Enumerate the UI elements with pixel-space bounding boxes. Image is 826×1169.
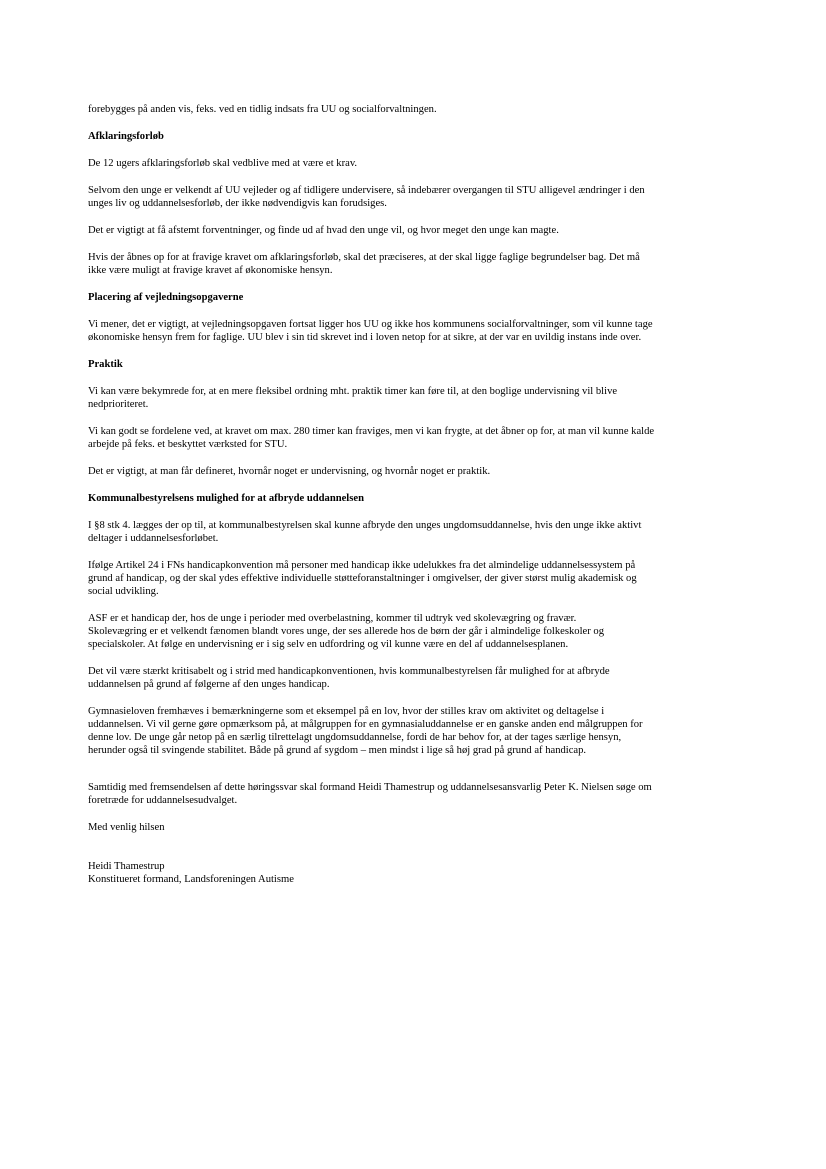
paragraph: De 12 ugers afklaringsforløb skal vedblive med at være et krav. bbox=[88, 158, 358, 169]
closing-paragraph: Samtidig med fremsendelsen af dette høringssvar skal formand Heidi Thamestrup og uddannelsesansvarlig Peter K. Nielsen søge om foretræde for uddannelsesudvalget. bbox=[88, 782, 652, 806]
section-heading-kommunalbestyrelsen: Kommunalbestyrelsens mulighed for at afbryde uddannelsen bbox=[88, 493, 364, 504]
paragraph: Det vil være stærkt kritisabelt og i strid med handicapkonventionen, hvis kommunalbestyrelsen får mulighed for at afbryde uddannelsen på grund af følgerne af den unges handicap. bbox=[88, 666, 610, 690]
paragraph: Det er vigtigt at få afstemt forventninger, og finde ud af hvad den unge vil, og hvor meget den unge kan magte. bbox=[88, 225, 559, 236]
signature-block bbox=[88, 860, 738, 886]
intro-tail-paragraph: forebygges på anden vis, feks. ved en tidlig indsats fra UU og socialforvaltningen. bbox=[88, 104, 437, 115]
paragraph: Selvom den unge er velkendt af UU vejleder og af tidligere undervisere, så indebærer overgangen til STU alligevel ændringer i den unges liv og uddannelsesforløb, der ikke nødvendigvis kan forudsiges. bbox=[88, 185, 645, 209]
paragraph: Vi kan være bekymrede for, at en mere fleksibel ordning mht. praktik timer kan føre til, at den boglige undervisning vil blive nedprioriteret. bbox=[88, 386, 618, 410]
paragraph: I §8 stk 4. lægges der op til, at kommunalbestyrelsen skal kunne afbryde den unges ungdomsuddannelse, hvis den unge ikke aktivt deltager i uddannelsesforløbet. bbox=[88, 520, 642, 544]
paragraph: Det er vigtigt, at man får defineret, hvornår noget er undervisning, og hvornår noget er praktik. bbox=[88, 466, 491, 477]
greeting: Med venlig hilsen bbox=[88, 822, 165, 833]
section-heading-praktik: Praktik bbox=[88, 359, 123, 370]
paragraph: Gymnasieloven fremhæves i bemærkningerne som et eksempel på en lov, hvor der stilles krav om aktivitet og deltagelse i uddannelsen. Vi vil gerne gøre opmærksom på, at målgruppen for en gymnasialuddannelse er en ganske anden end målgruppen for denne lov. De unge går netop på en særlig tilrettelagt ungdomsuddannelse, fordi de har behov for, at der tages særlige hensyn, herunder også til svingende stabilitet. Både på grund af sygdom – men mindst i lige så høj grad på grund af handicap. bbox=[88, 706, 643, 756]
signer-name: Heidi Thamestrup bbox=[88, 861, 165, 872]
spacer bbox=[88, 771, 738, 781]
section-heading-afklaringsforloeb: Afklaringsforløb bbox=[88, 131, 164, 142]
paragraph: Ifølge Artikel 24 i FNs handicapkonvention må personer med handicap ikke udelukkes fra det almindelige uddannelsessystem på grund af handicap, og der skal ydes effektive individuelle støtteforanstaltninger i omgivelser, der giver størst mulig akademisk og social udvikling. bbox=[88, 560, 637, 597]
document-body bbox=[88, 103, 738, 886]
section-heading-placering: Placering af vejledningsopgaverne bbox=[88, 292, 244, 303]
paragraph: Vi kan godt se fordelene ved, at kravet om max. 280 timer kan fraviges, men vi kan frygte, at det åbner op for, at man vil kunne kalde arbejde på feks. et beskyttet værksted for STU. bbox=[88, 426, 655, 450]
paragraph: Vi mener, det er vigtigt, at vejledningsopgaven fortsat ligger hos UU og ikke hos kommunens socialforvaltninger, som vil kunne tage økonomiske hensyn frem for faglige. UU blev i sin tid skrevet ind i loven netop for at sikre, at der var en uvildig instans inde over. bbox=[88, 319, 653, 343]
signer-title: Konstitueret formand, Landsforeningen Autisme bbox=[88, 874, 294, 885]
paragraph: Hvis der åbnes op for at fravige kravet om afklaringsforløb, skal det præciseres, at der skal ligge faglige begrundelser bag. Det må ikke være muligt at fravige kravet af økonomiske hensyn. bbox=[88, 252, 640, 276]
paragraph: ASF er et handicap der, hos de unge i perioder med overbelastning, kommer til udtryk ved skolevægring og fravær. Skolevægring er et velkendt fænomen blandt vores unge, der ses allerede hos de børn der går i almindelige folkeskoler og specialskoler. At følge en undervisning er i sig selv en udfordring og vil kunne være en del af uddannelsesplanen. bbox=[88, 613, 605, 650]
